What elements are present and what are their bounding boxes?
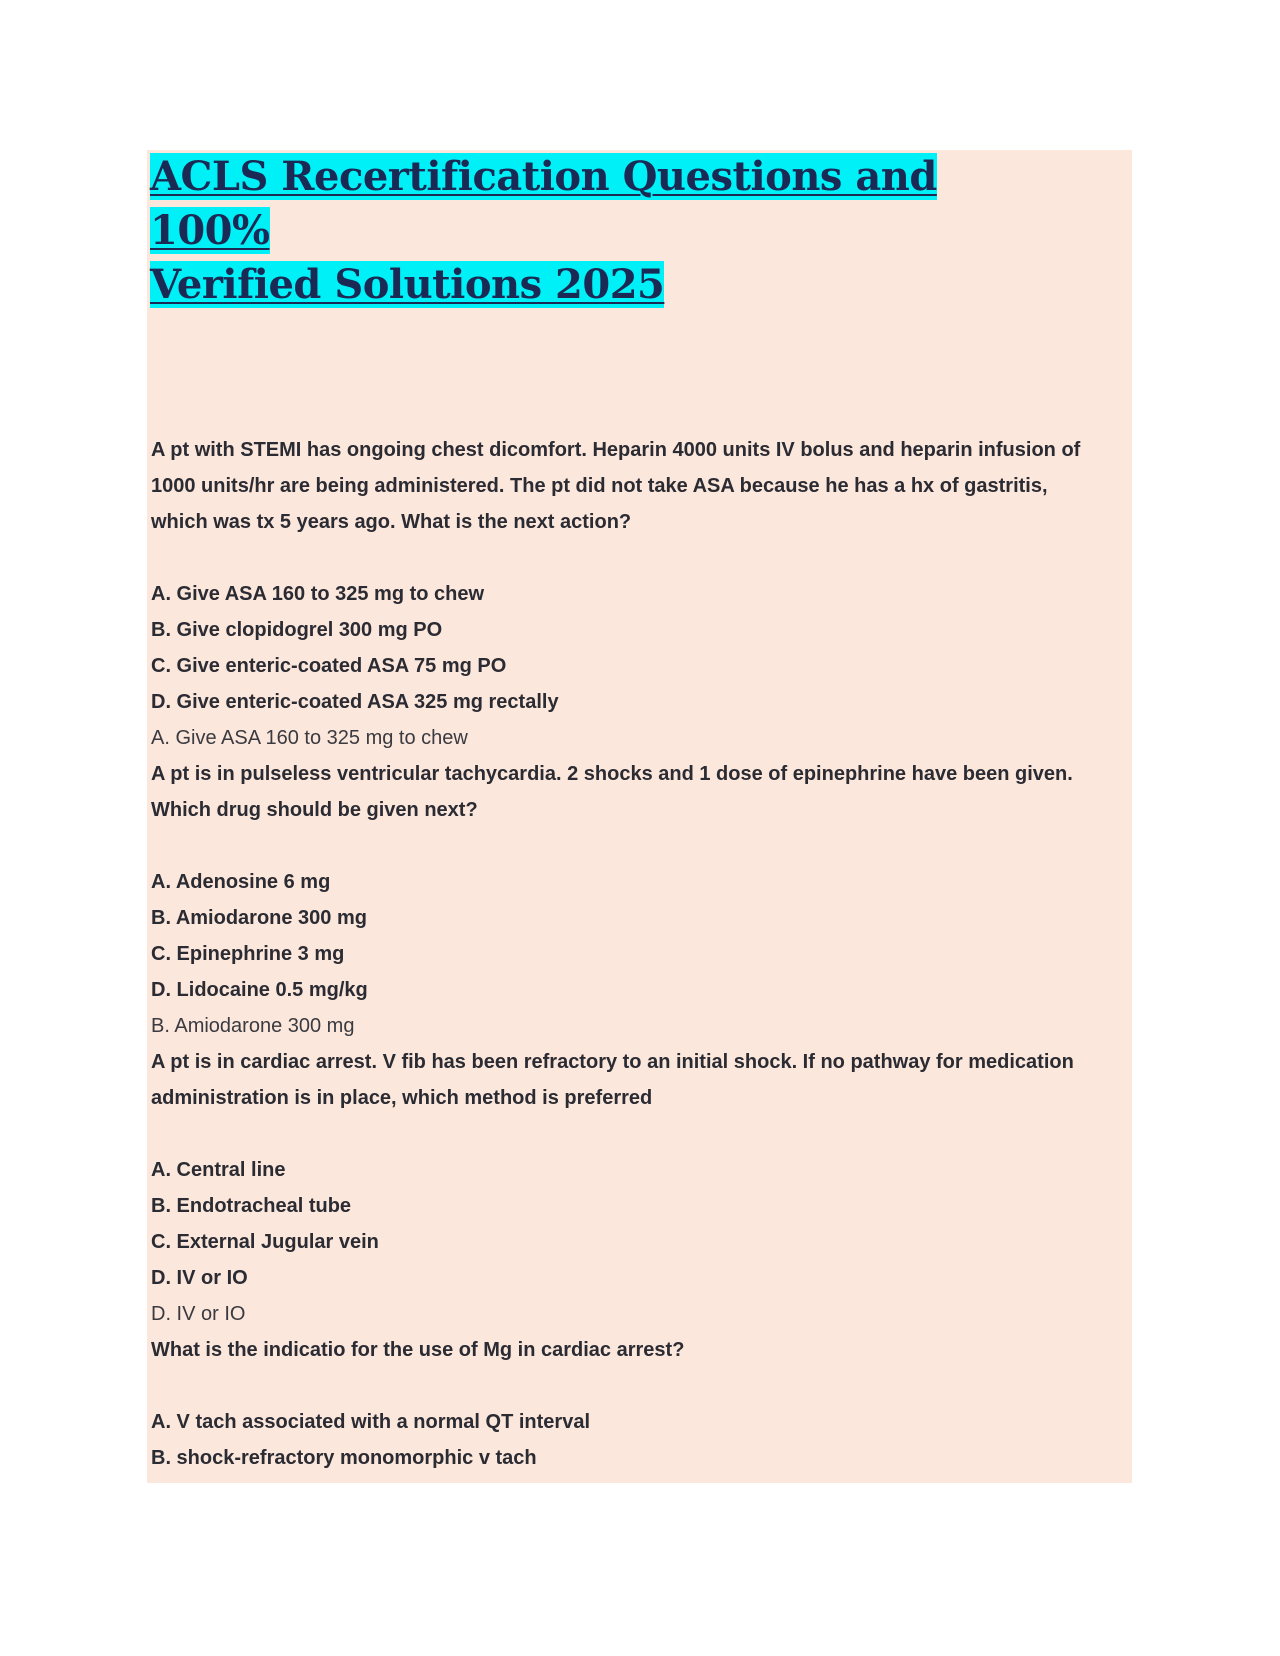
question-1-line-3: which was tx 5 years ago. What is the next action? [151,511,632,533]
question-2-option-b: B. Amiodarone 300 mg [151,907,367,929]
question-1-option-c: C. Give enteric-coated ASA 75 mg PO [151,655,507,677]
question-2-line-2: Which drug should be given next? [151,799,478,821]
question-3-option-d: D. IV or IO [151,1267,248,1289]
spacer [151,1368,1131,1404]
question-2-line-1: A pt is in pulseless ventricular tachycardia. 2 shocks and 1 dose of epinephrine have been given. [151,763,1073,785]
question-1-option-a: A. Give ASA 160 to 325 mg to chew [151,583,485,605]
questions-section [151,432,1131,1476]
question-4-option-a: A. V tach associated with a normal QT interval [151,1411,591,1433]
question-3-option-a: A. Central line [151,1159,286,1181]
question-1-line-2: 1000 units/hr are being administered. The pt did not take ASA because he has a hx of gastritis, [151,475,1048,497]
question-3-option-c: C. External Jugular vein [151,1231,379,1253]
title-line-2: Verified Solutions 2025 [150,261,665,308]
question-3-line-2: administration is in place, which method is preferred [151,1087,653,1109]
question-3-option-b: B. Endotracheal tube [151,1195,352,1217]
question-block-1 [151,432,1131,756]
title-line-1: ACLS Recertification Questions and 100% [150,153,937,254]
question-4-line-1: What is the indicatio for the use of Mg in cardiac arrest? [151,1339,685,1361]
question-block-4 [151,1332,1131,1476]
question-4-option-b: B. shock-refractory monomorphic v tach [151,1447,537,1469]
spacer [151,1116,1131,1152]
question-block-2 [151,756,1131,1044]
question-1-line-1: A pt with STEMI has ongoing chest dicomfort. Heparin 4000 units IV bolus and heparin infusion of [151,439,1081,461]
spacer [151,828,1131,864]
question-2-option-a: A. Adenosine 6 mg [151,871,331,893]
question-3-line-1: A pt is in cardiac arrest. V fib has been refractory to an initial shock. If no pathway for medication [151,1051,1074,1073]
question-2-answer: B. Amiodarone 300 mg [151,1015,355,1037]
question-3-answer: D. IV or IO [151,1303,246,1325]
question-1-answer: A. Give ASA 160 to 325 mg to chew [151,727,468,749]
question-2-option-c: C. Epinephrine 3 mg [151,943,345,965]
question-block-3 [151,1044,1131,1332]
question-2-option-d: D. Lidocaine 0.5 mg/kg [151,979,368,1001]
question-1-option-d: D. Give enteric-coated ASA 325 mg rectally [151,691,559,713]
document-title [150,150,1050,312]
question-1-option-b: B. Give clopidogrel 300 mg PO [151,619,443,641]
spacer [151,540,1131,576]
